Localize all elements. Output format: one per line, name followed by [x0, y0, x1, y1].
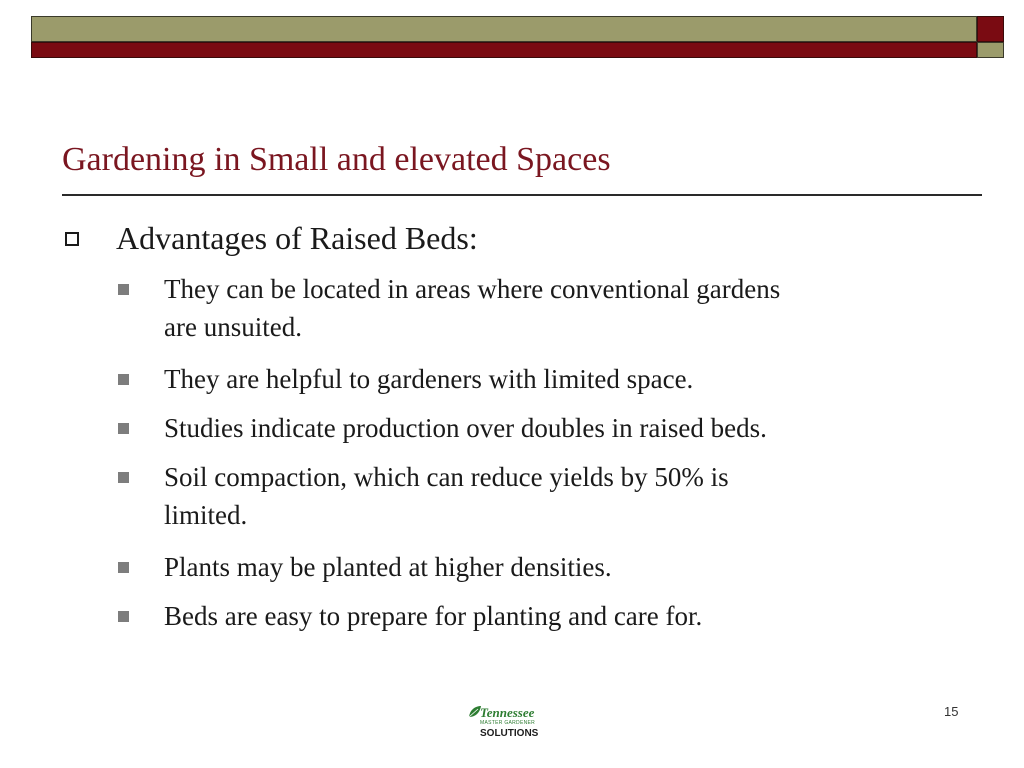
list-item-line: Beds are easy to prepare for planting and care for. [164, 601, 703, 631]
header-bar-maroon [31, 42, 977, 58]
square-bullet-icon [118, 562, 129, 573]
slide-title: Gardening in Small and elevated Spaces [62, 141, 611, 178]
square-bullet-icon [118, 472, 129, 483]
header-square-maroon [977, 16, 1004, 42]
header-bar-olive [31, 16, 977, 42]
square-bullet-icon [118, 284, 129, 295]
logo-line-1: Tennessee [480, 705, 535, 720]
list-item-line: They are helpful to gardeners with limited space. [164, 364, 694, 394]
list-item-line: are unsuited. [164, 312, 302, 342]
list-item [164, 270, 964, 346]
square-bullet-icon [118, 423, 129, 434]
list-item-line: Soil compaction, which can reduce yields by 50% is [164, 462, 729, 492]
list-item-line: Studies indicate production over doubles in raised beds. [164, 413, 767, 443]
square-bullet-icon [118, 374, 129, 385]
logo-line-3: SOLUTIONS [480, 728, 539, 739]
list-item [164, 409, 964, 447]
logo-line-2: MASTER GARDENER [480, 720, 536, 726]
square-bullet-icon [118, 611, 129, 622]
hollow-square-bullet-icon [65, 232, 79, 246]
page-number: 15 [944, 704, 959, 719]
list-item [164, 458, 964, 534]
header-square-olive [977, 42, 1004, 58]
list-item [164, 360, 964, 398]
list-item-line: They can be located in areas where conventional gardens [164, 274, 781, 304]
tennessee-master-gardener-logo [468, 703, 540, 743]
list-item [164, 597, 964, 635]
list-item-line: limited. [164, 500, 248, 530]
title-divider [62, 194, 982, 196]
list-item-line: Plants may be planted at higher densities. [164, 552, 612, 582]
bullet-heading: Advantages of Raised Beds: [116, 220, 478, 256]
list-item [164, 548, 964, 586]
